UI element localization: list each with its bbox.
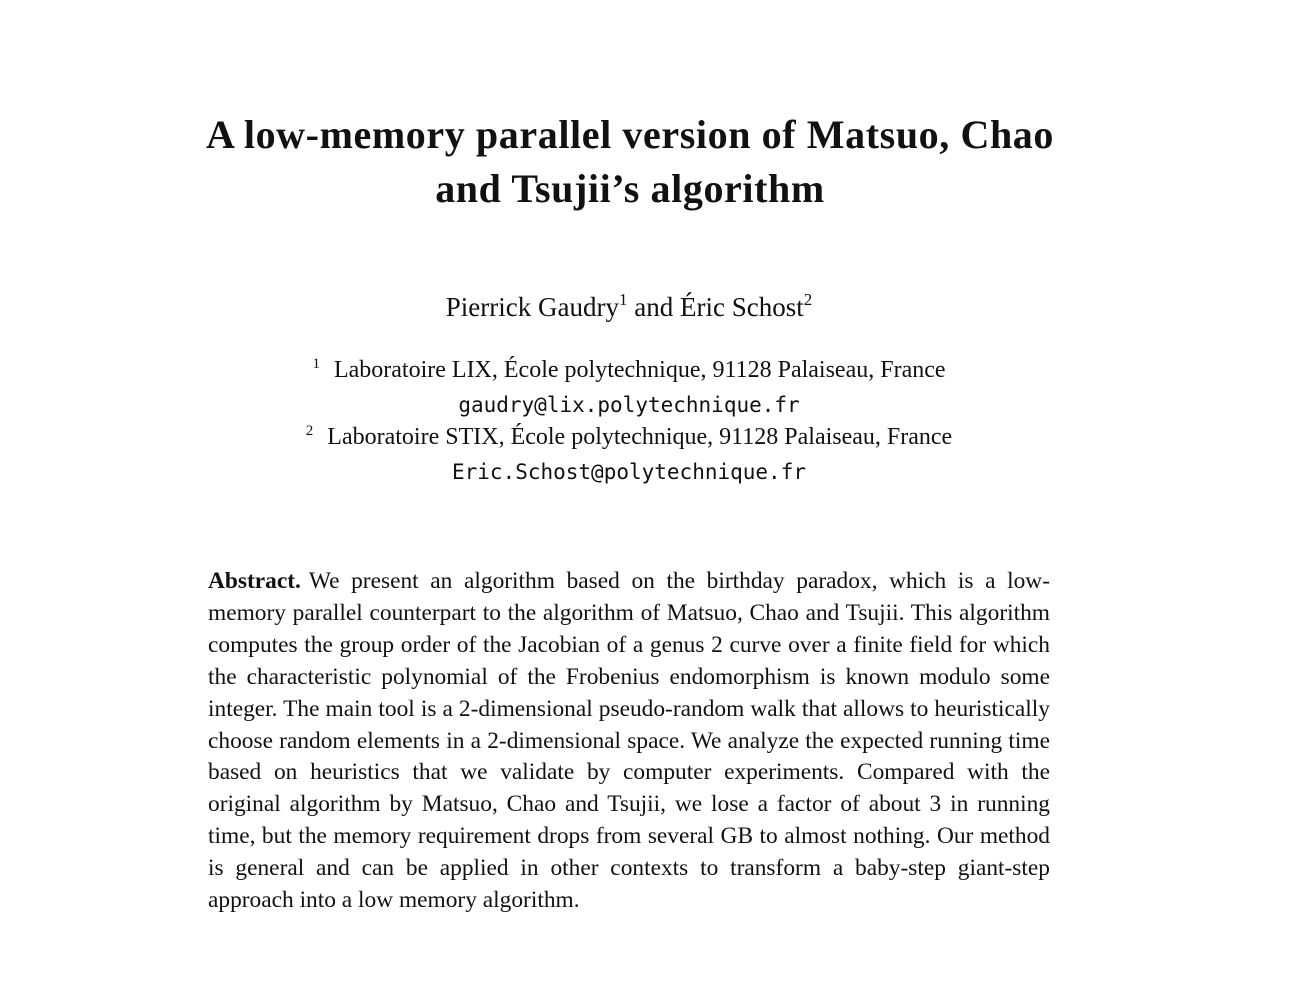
author-conjunction: and: [634, 292, 674, 322]
author-name: Pierrick Gaudry: [445, 292, 619, 322]
paper-title: [0, 108, 1260, 216]
affiliation-line: [0, 354, 1258, 389]
author-affiliation-mark: 1: [618, 290, 628, 309]
affiliation-line: [0, 421, 1258, 456]
affiliation-list: [0, 354, 1258, 488]
affiliation-mark: 2: [305, 423, 314, 439]
paper-title-line-1: A low-memory parallel version of Matsuo, Chao: [205, 112, 1054, 157]
author-name: Éric Schost: [679, 292, 804, 322]
author-email[interactable]: Eric.Schost@polytechnique.fr: [451, 460, 806, 484]
abstract-label: Abstract.: [208, 568, 301, 594]
affiliation-mark: 1: [312, 356, 320, 372]
abstract: [208, 566, 1050, 917]
author-list: [0, 290, 1258, 328]
abstract-text: We present an algorithm based on the birthday paradox, which is a low-memory parallel counterpart to the algorithm of Matsuo, Chao and Tsujii. This algorithm computes the group order of the Jacobian of a genus 2 curve over a finite field for which the characteristic polynomial of the Frobenius endomorphism is known modulo some integer. The main tool is a 2-dimensional pseudo-random walk that allows to heuristically choose random elements in a 2-dimensional space. We analyze the expected running time based on heuristics that we validate by computer experiments. Compared with the original algorithm by Matsuo, Chao and Tsujii, we lose a factor of about 3 in running time, but the memory requirement drops from several GB to almost nothing. Our method is general and can be applied in other contexts to transform a baby-step giant-step approach into a low memory algorithm.: [208, 568, 1050, 914]
affiliation-text: Laboratoire STIX, École polytechnique, 91128 Palaiseau, France: [327, 424, 953, 450]
paper-title-line-2: and Tsujii’s algorithm: [435, 166, 825, 211]
author-affiliation-mark: 2: [803, 290, 813, 309]
affiliation-text: Laboratoire LIX, École polytechnique, 91128 Palaiseau, France: [333, 357, 946, 383]
author-email[interactable]: gaudry@lix.polytechnique.fr: [458, 393, 800, 417]
